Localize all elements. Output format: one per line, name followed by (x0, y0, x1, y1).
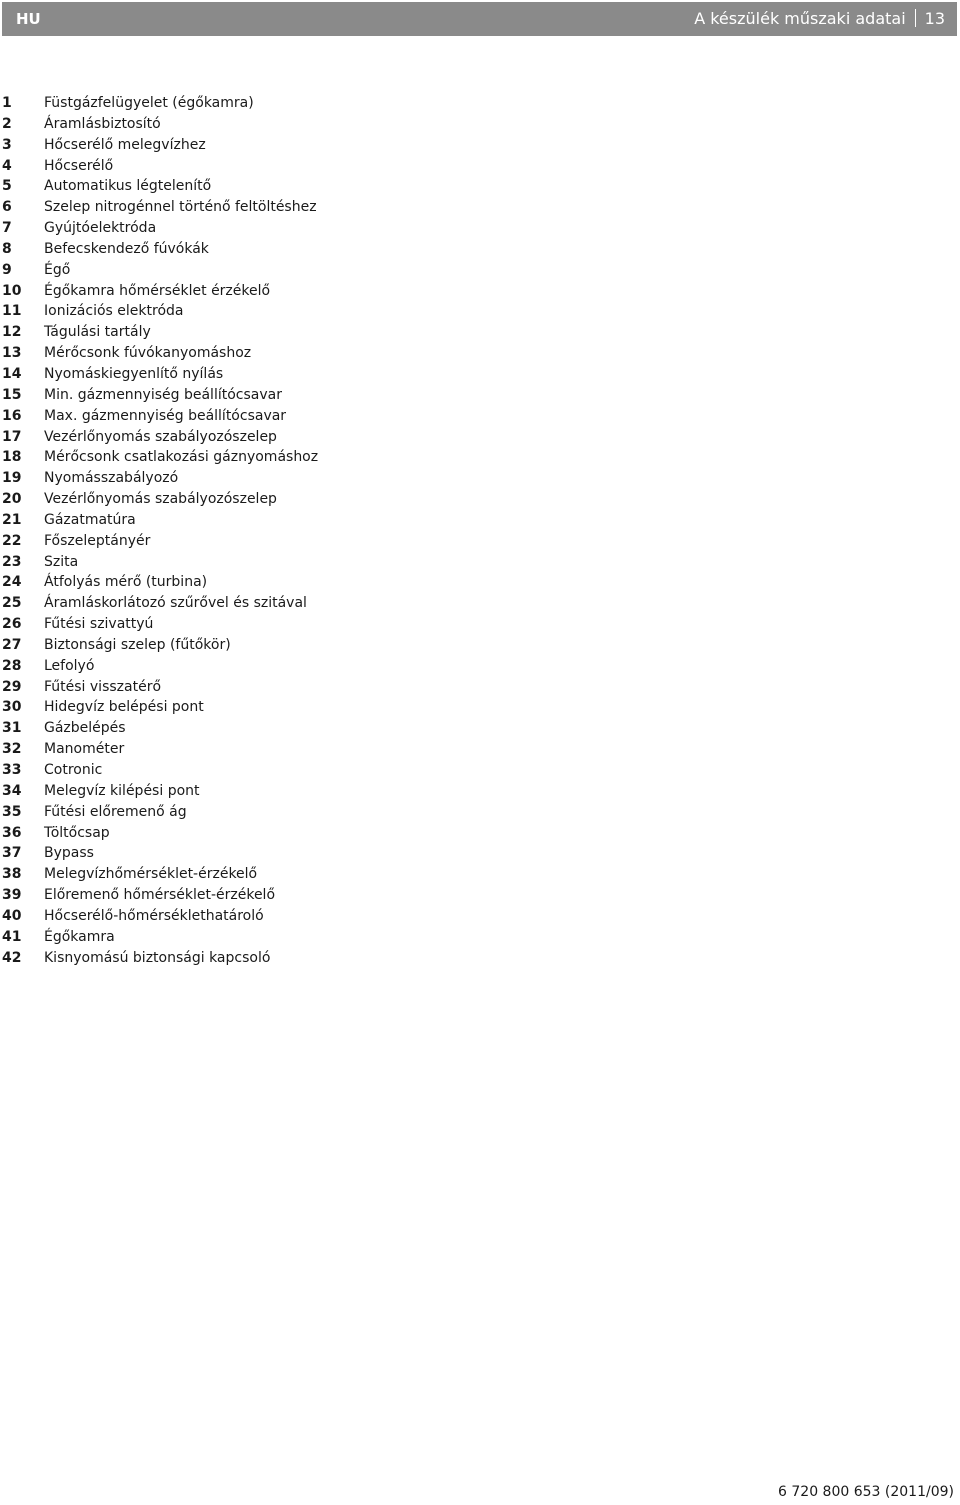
legend-item-number: 5 (2, 178, 12, 195)
legend-item-number: 7 (2, 220, 12, 237)
legend-item-number: 23 (2, 553, 22, 570)
legend-item-number: 9 (2, 261, 12, 278)
legend-item-number: 42 (2, 949, 22, 966)
legend-item-label: Lefolyó (44, 657, 95, 674)
legend-item-label: Fűtési szivattyú (44, 616, 154, 633)
legend-item-label: Biztonsági szelep (fűtőkör) (44, 636, 231, 653)
legend-item-label: Nyomásszabályozó (44, 470, 179, 487)
page-number: 13 (924, 9, 945, 28)
legend-item-number: 22 (2, 532, 22, 549)
legend-item-label: Befecskendező fúvókák (44, 240, 209, 257)
legend-item-label: Áramlásbiztosító (44, 115, 161, 132)
legend-item-number: 30 (2, 699, 22, 716)
legend-item-number: 25 (2, 595, 22, 612)
legend-item-number: 20 (2, 491, 22, 508)
legend-item-number: 24 (2, 574, 22, 591)
legend-item-label: Töltőcsap (44, 824, 110, 841)
legend-item-label: Ionizációs elektróda (44, 303, 184, 320)
legend-item-label: Füstgázfelügyelet (égőkamra) (44, 95, 254, 111)
legend-item-label: Fűtési visszatérő (44, 678, 162, 695)
legend-item-label: Égőkamra hőmérséklet érzékelő (44, 282, 271, 299)
legend-item-number: 34 (2, 782, 22, 799)
legend-item-label: Cotronic (44, 762, 103, 778)
legend-item-label: Hőcserélő-hőmérséklethatároló (44, 907, 264, 924)
legend-item-number: 3 (2, 136, 12, 153)
legend-item-number: 17 (2, 428, 22, 445)
legend-item-label: Gyújtóelektróda (44, 220, 157, 237)
legend-item-label: Főszeleptányér (44, 532, 151, 549)
legend-item-label: Max. gázmennyiség beállítócsavar (44, 407, 287, 424)
legend-item-number: 27 (2, 636, 22, 653)
legend-item-label: Mérőcsonk csatlakozási gáznyomáshoz (44, 449, 319, 466)
legend-item-number: 33 (2, 762, 22, 778)
legend-item-number: 13 (2, 345, 22, 362)
legend-item-number: 37 (2, 845, 22, 862)
legend-item-number: 40 (2, 907, 22, 924)
legend-item-label: Égőkamra (44, 928, 115, 945)
legend-item-label: Kisnyomású biztonsági kapcsoló (44, 949, 271, 966)
legend-item-number: 26 (2, 616, 22, 633)
legend-item-label: Nyomáskiegyenlítő nyílás (44, 365, 224, 382)
legend-item-number: 18 (2, 449, 22, 466)
legend-item-number: 14 (2, 365, 22, 382)
legend-item-number: 2 (2, 115, 12, 132)
legend-item-number: 15 (2, 386, 22, 403)
legend-item-label: Gázatmatúra (44, 511, 136, 528)
legend-item-number: 6 (2, 199, 12, 216)
legend-item-label: Égő (44, 261, 71, 278)
legend-item-label: Szelep nitrogénnel történő feltöltéshez (44, 199, 317, 216)
language-code: HU (16, 10, 41, 28)
legend-item-label: Melegvízhőmérséklet-érzékelő (44, 866, 258, 883)
legend-item-number: 41 (2, 928, 22, 945)
legend-item-number: 21 (2, 511, 22, 528)
legend-item-label: Hőcserélő (44, 157, 114, 174)
legend-item-number: 32 (2, 741, 22, 758)
legend-item-label: Min. gázmennyiség beállítócsavar (44, 386, 282, 403)
legend-item-number: 1 (2, 95, 12, 111)
legend-item-number: 8 (2, 240, 12, 257)
legend-item-label: Szita (44, 553, 79, 570)
page-header (2, 2, 957, 36)
legend-item-number: 36 (2, 824, 22, 841)
legend-item-label: Gázbelépés (44, 720, 126, 737)
legend-item-label: Átfolyás mérő (turbina) (44, 574, 208, 591)
legend-item-number: 16 (2, 407, 22, 424)
header-divider (915, 9, 916, 27)
legend-item-label: Mérőcsonk fúvókanyomáshoz (44, 345, 252, 362)
legend-item-label: Hidegvíz belépési pont (44, 699, 204, 716)
legend-item-label: Bypass (44, 845, 94, 862)
header-title-group (694, 2, 945, 36)
legend-item-number: 29 (2, 678, 22, 695)
legend-item-number: 19 (2, 470, 22, 487)
legend-item-label: Melegvíz kilépési pont (44, 782, 200, 799)
legend-item-number: 35 (2, 803, 22, 820)
legend-item-label: Vezérlőnyomás szabályozószelep (44, 428, 277, 445)
legend-item-number: 38 (2, 866, 22, 883)
legend-item-label: Előremenő hőmérséklet-érzékelő (44, 887, 276, 904)
legend-item-number: 31 (2, 720, 22, 737)
document-code: 6 720 800 653 (2011/09) (778, 1484, 954, 1500)
legend-item-number: 28 (2, 657, 22, 674)
legend-item-number: 4 (2, 157, 12, 174)
legend-item-number: 11 (2, 303, 22, 320)
legend-item-label: Hőcserélő melegvízhez (44, 136, 206, 153)
legend-item-label: Áramláskorlátozó szűrővel és szitával (44, 595, 307, 612)
legend-item-label: Vezérlőnyomás szabályozószelep (44, 491, 277, 508)
legend-item-label: Automatikus légtelenítő (44, 178, 212, 195)
section-title: A készülék műszaki adatai (694, 9, 906, 28)
legend-item-number: 10 (2, 282, 22, 299)
legend-item-label: Manométer (44, 741, 125, 758)
legend-item-label: Fűtési előremenő ág (44, 803, 187, 820)
legend-item-label: Tágulási tartály (44, 324, 151, 341)
legend-item-number: 39 (2, 887, 22, 904)
legend-item-number: 12 (2, 324, 22, 341)
